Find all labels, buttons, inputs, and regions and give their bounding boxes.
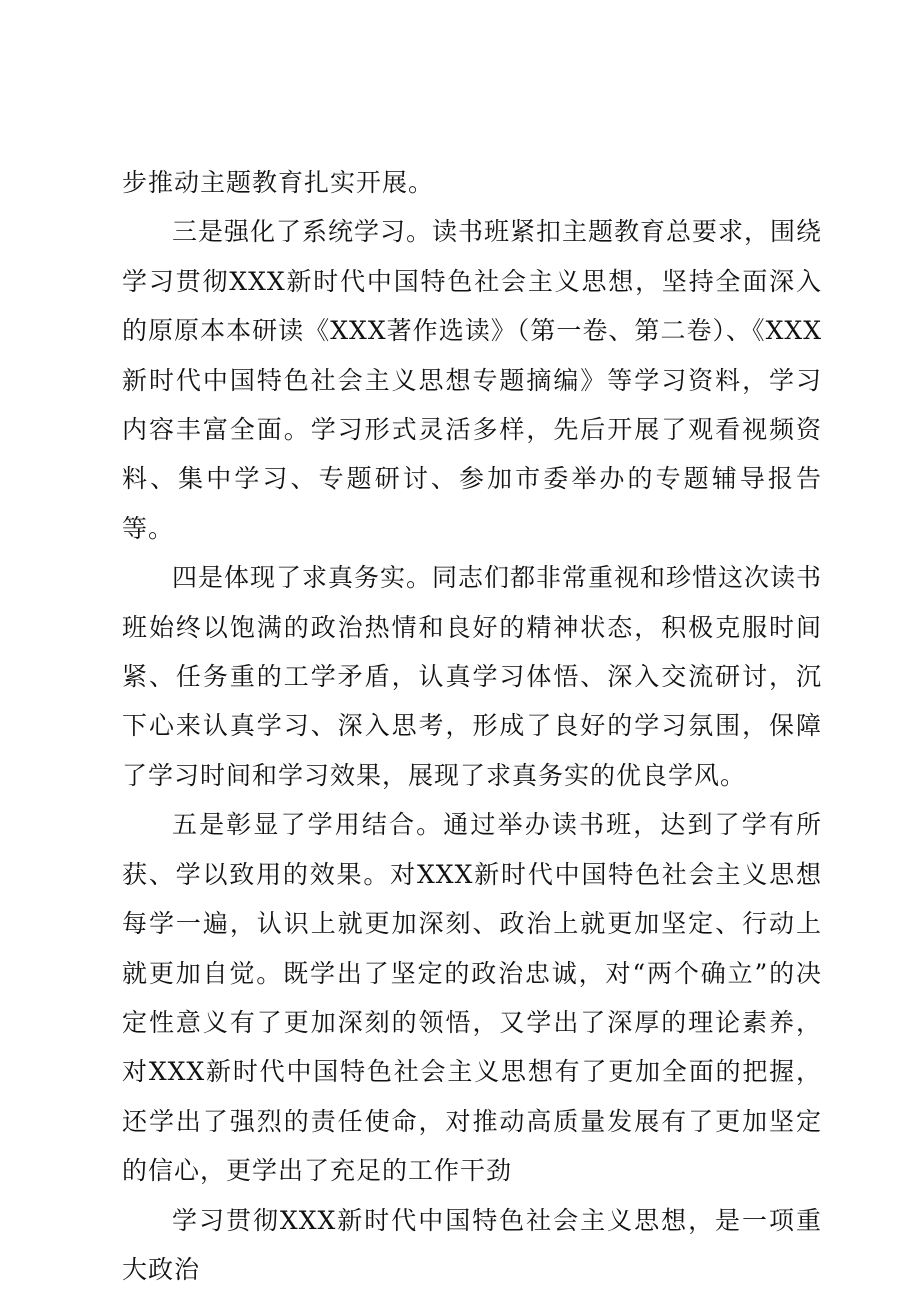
paragraph-continuation: 步推动主题教育扎实开展。: [122, 168, 435, 197]
paragraph-seeking-truth: 四是体现了求真务实。同志们都非常重视和珍惜这次读书班始终以饱满的政治热情和良好的精神状态，积极克服时间紧、任务重的工学矛盾，认真学习体悟、深入交流研讨，沉下心来认真学习、深入思考，形成了良好的学习氛围，保障了学习时间和学习效果，展现了求真务实的优良学风。: [122, 563, 823, 790]
paragraph-closing: 学习贯彻XXX新时代中国特色社会主义思想，是一项重大政治: [122, 1205, 822, 1284]
paragraph-systematic-study: 三是强化了系统学习。读书班紧扣主题教育总要求，围绕学习贯彻XXX新时代中国特色社会主义思想，坚持全面深入的原原本本研读《XXX著作选读》（第一卷、第二卷）、《XXX新时代中国特色社会主义思想专题摘编》等学习资料，学习内容丰富全面。学习形式灵活多样，先后开展了观看视频资料、集中学习、专题研讨、参加市委举办的专题辅导报告等。: [122, 217, 823, 543]
document-body: [122, 158, 822, 1294]
paragraph-learning-application: 五是彰显了学用结合。通过举办读书班，达到了学有所获、学以致用的效果。对XXX新时代中国特色社会主义思想每学一遍，认识上就更加深刻、政治上就更加坚定、行动上就更加自觉。既学出了坚定的政治忠诚，对“两个确立”的决定性意义有了更加深刻的领悟，又学出了深厚的理论素养，对XXX新时代中国特色社会主义思想有了更加全面的把握，还学出了强烈的责任使命，对推动高质量发展有了更加坚定的信心，更学出了充足的工作干劲: [122, 810, 822, 1186]
